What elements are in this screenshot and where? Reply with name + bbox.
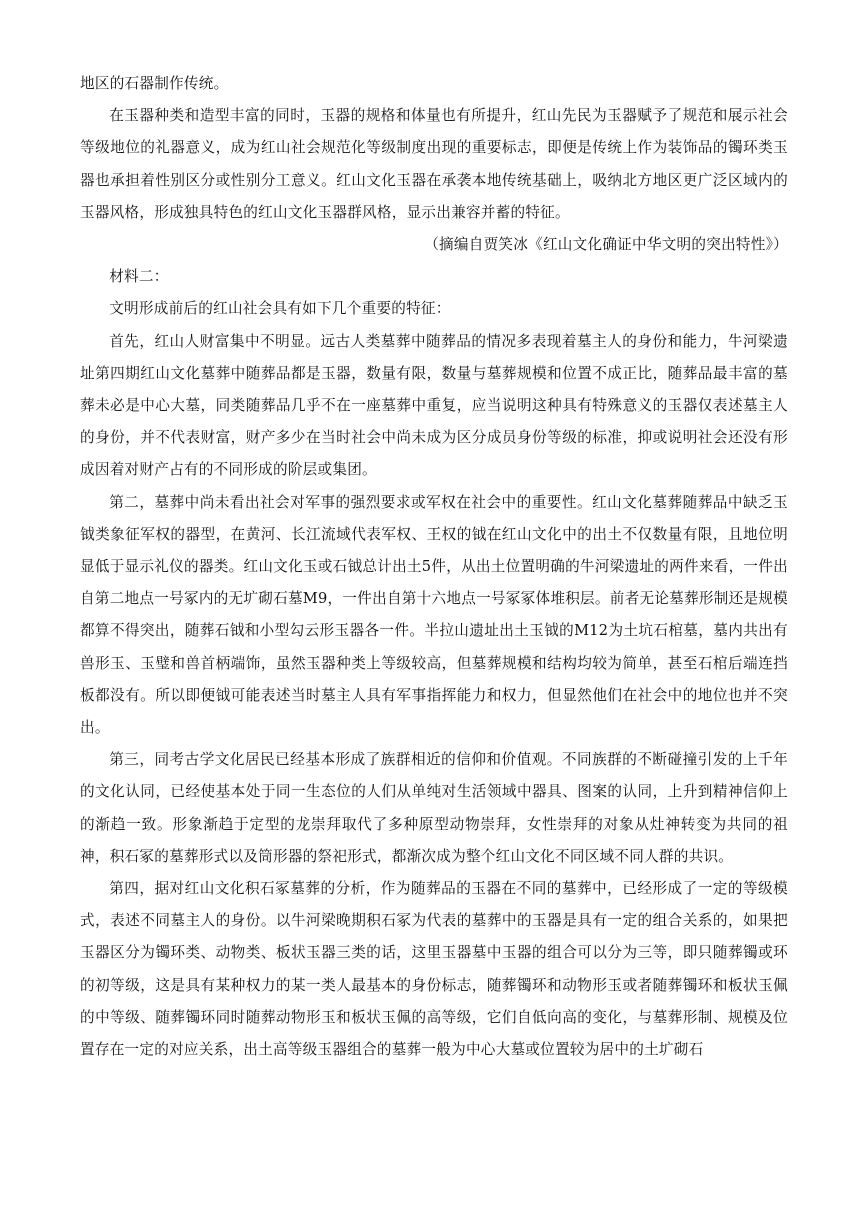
material-2-heading: 材料二： (109, 268, 169, 286)
source-citation: （摘编自贾笑冰《红山文化确证中华文明的突出特性》） (424, 236, 788, 254)
paragraph-features-intro: 文明形成前后的红山社会具有如下几个重要的特征： (109, 300, 451, 318)
paragraph-fourth-feature: 第四，据对红山文化积石冢墓葬的分析，作为随葬品的玉器在不同的墓葬中，已经形成了一定的等级模式，表述不同墓主人的身份。以牛河梁晚期积石冢为代表的墓葬中的玉器是具有一定的组合关系的，如果把玉器区分为镯环类、动物类、板状玉器三类的话，这里玉器墓中玉器的组合可以分为三等，即只随葬镯或环的初等级，这是具有某种权力的某一类人最基本的身份标志，随葬镯环和动物形玉或者随葬镯环和板状玉佩的中等级、随葬镯环同时随葬动物形玉和板状玉佩的高等级，它们自低向高的变化，与墓葬形制、规模及位置存在一定的对应关系，出土高等级玉器组合的墓葬一般为中心大墓或位置较为居中的土圹砌石 (80, 880, 788, 1059)
paragraph-third-feature: 第三，同考古学文化居民已经基本形成了族群相近的信仰和价值观。不同族群的不断碰撞引发的上千年的文化认同，已经使基本处于同一生态位的人们从单纯对生活领域中器具、图案的认同，上升到精神信仰上的渐趋一致。形象渐趋于定型的龙崇拜取代了多种原型动物崇拜，女性崇拜的对象从灶神转变为共同的祖神，积石冢的墓葬形式以及筒形器的祭祀形式，都渐次成为整个红山文化不同区域不同人群的共识。 (80, 751, 788, 865)
paragraph-stone-tradition: 地区的石器制作传统。 (80, 75, 229, 92)
document-body (80, 68, 788, 1066)
paragraph-first-feature: 首先，红山人财富集中不明显。远古人类墓葬中随葬品的情况多表现着墓主人的身份和能力，牛河梁遗址第四期红山文化墓葬中随葬品都是玉器，数量有限，数量与墓葬规模和位置不成正比，随葬品最丰富的墓葬未必是中心大墓，同类随葬品几乎不在一座墓葬中重复，应当说明这种具有特殊意义的玉器仅表述墓主人的身份，并不代表财富，财产多少在当时社会中尚未成为区分成员身份等级的标准，抑或说明社会还没有形成因着对财产占有的不同形成的阶层或集团。 (80, 332, 788, 479)
paragraph-jade-rank: 在玉器种类和造型丰富的同时，玉器的规格和体量也有所提升，红山先民为玉器赋予了规范和展示社会等级地位的礼器意义，成为红山社会规范化等级制度出现的重要标志，即便是传统上作为装饰品的镯环类玉器也承担着性别区分或性别分工意义。红山文化玉器在承袭本地传统基础上，吸纳北方地区更广泛区域内的玉器风格，形成独具特色的红山文化玉器群风格，显示出兼容并蓄的特征。 (80, 107, 788, 221)
paragraph-second-feature: 第二，墓葬中尚未看出社会对军事的强烈要求或军权在社会中的重要性。红山文化墓葬随葬品中缺乏玉钺类象征军权的器型，在黄河、长江流域代表军权、王权的钺在红山文化中的出土不仅数量有限，且地位明显低于显示礼仪的器类。红山文化玉或石钺总计出土5件，从出土位置明确的牛河梁遗址的两件来看，一件出自第二地点一号冢内的无圹砌石墓M9，一件出自第十六地点一号冢冢体堆积层。前者无论墓葬形制还是规模都算不得突出，随葬石钺和小型勾云形玉器各一件。半拉山遗址出土玉钺的M12为土坑石棺墓，墓内共出有兽形玉、玉璧和兽首柄端饰，虽然玉器种类上等级较高，但墓葬规模和结构均较为简单，甚至石棺后端连挡板都没有。所以即便钺可能表述当时墓主人具有军事指挥能力和权力，但显然他们在社会中的地位也并不突出。 (80, 493, 788, 737)
